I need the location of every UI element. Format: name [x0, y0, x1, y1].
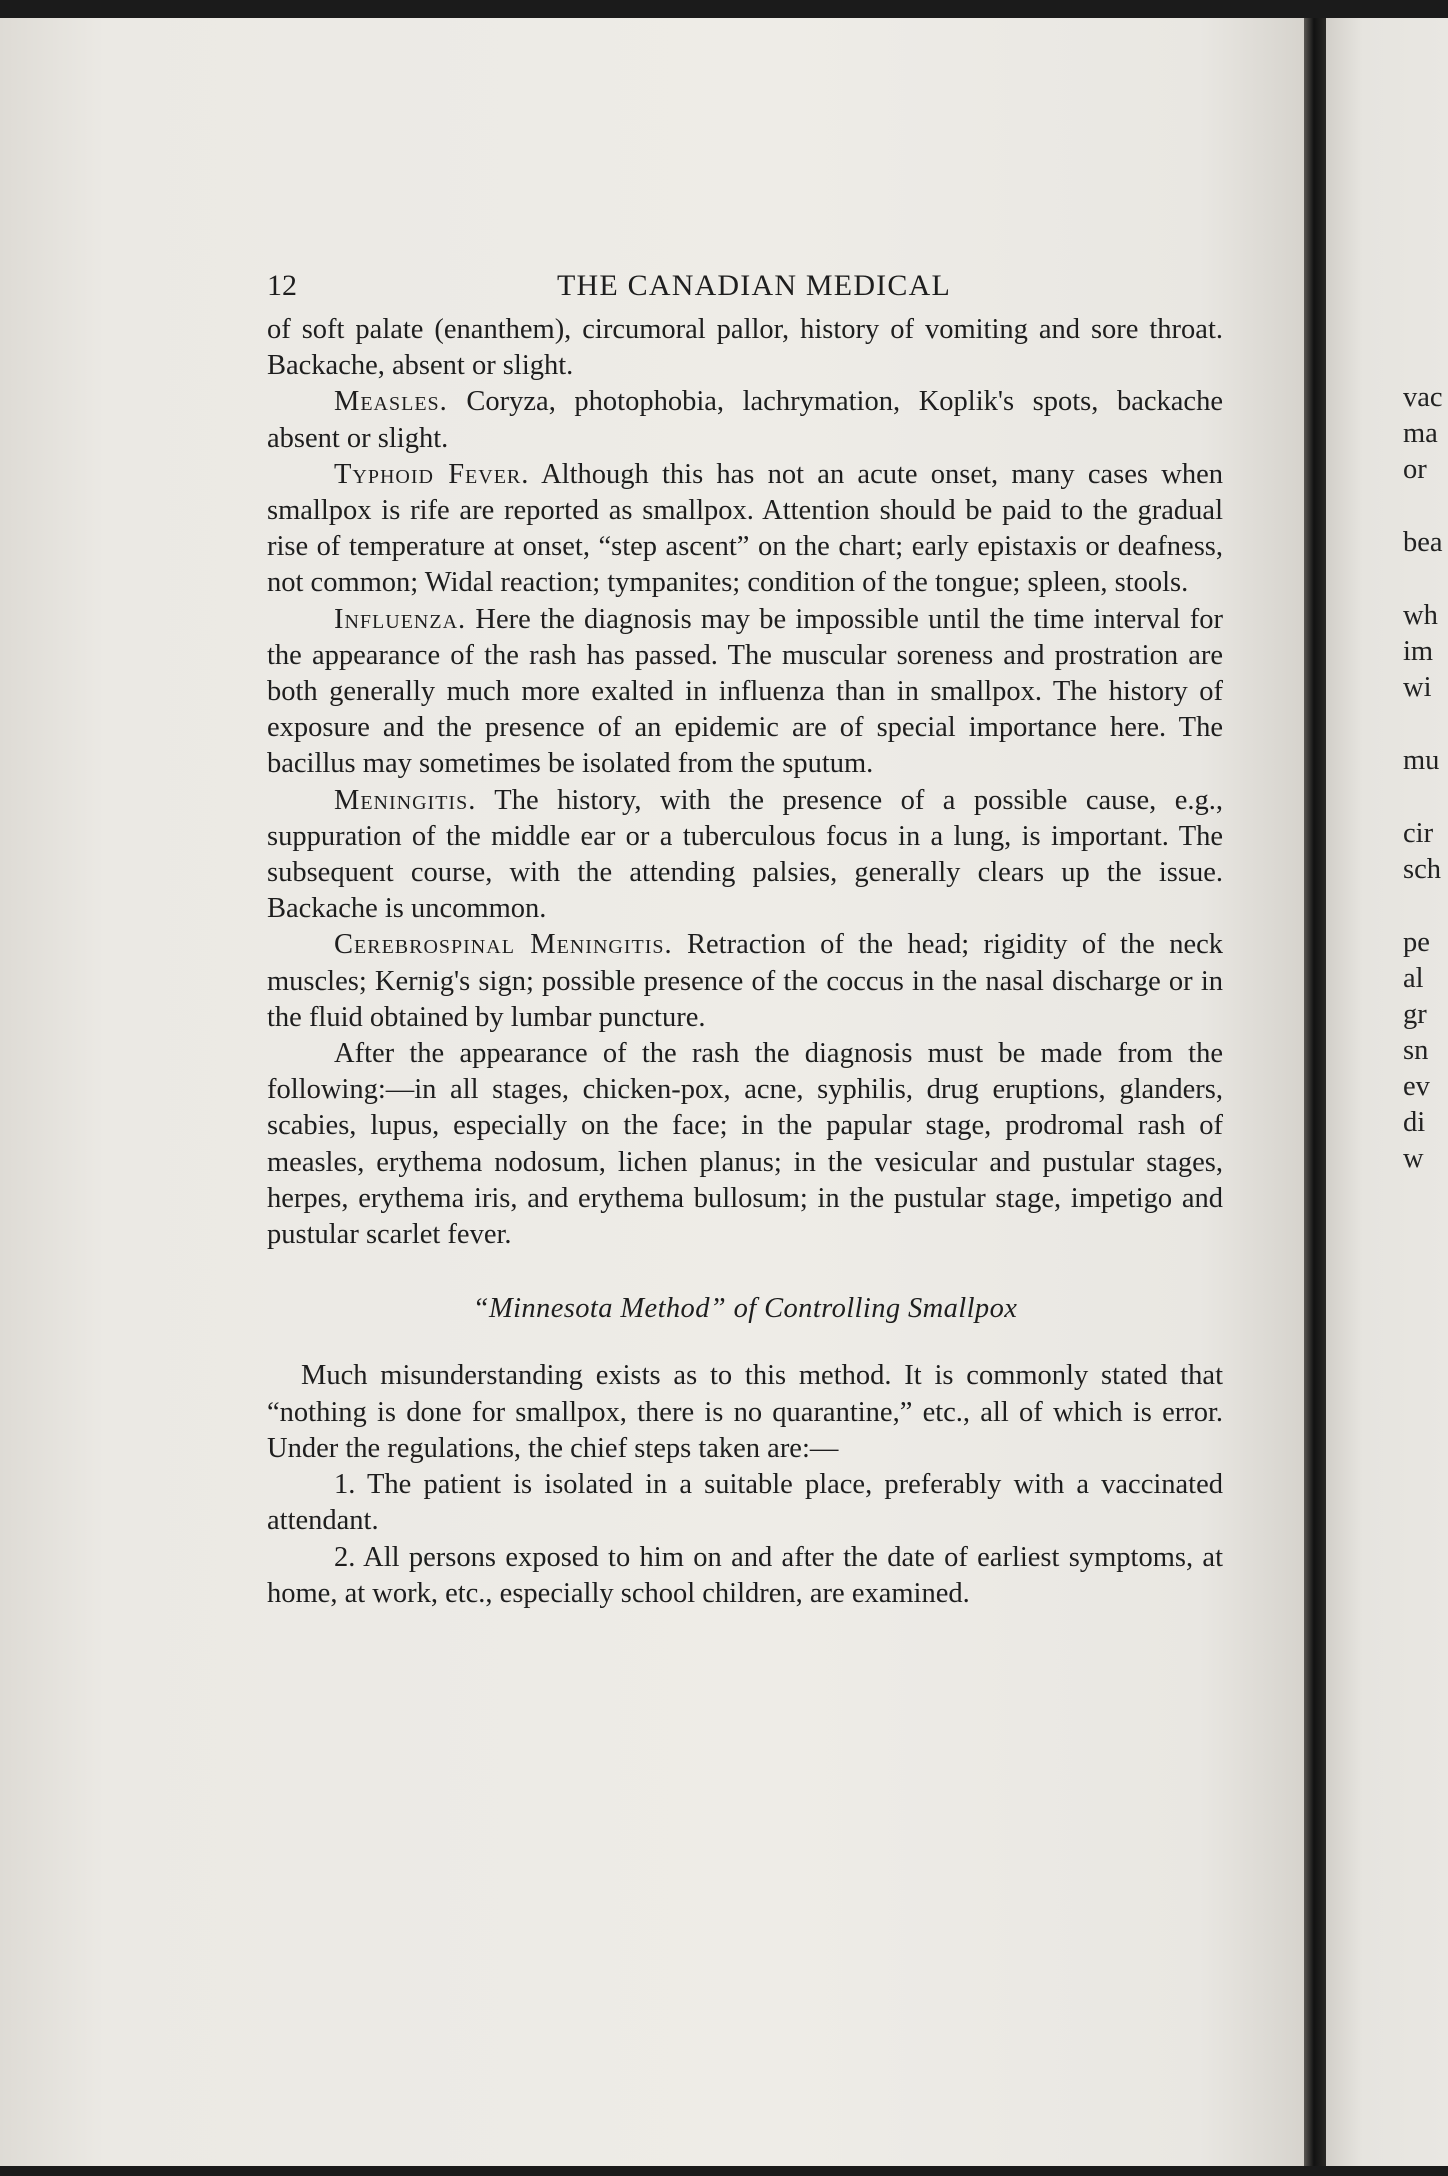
term-typhoid: Typhoid Fever. — [334, 458, 530, 490]
fragment: di — [1403, 1107, 1426, 1138]
list-item-1: 1. The patient is isolated in a suitable place, preferably with a vaccinated attendant. — [267, 1469, 1223, 1537]
fragment: ma — [1403, 418, 1438, 449]
fragment: bea — [1403, 527, 1443, 558]
fragment: or — [1403, 454, 1427, 485]
fragment: w — [1403, 1143, 1424, 1174]
running-head — [267, 268, 1223, 312]
book-gutter — [1304, 18, 1326, 2166]
term-cerebrospinal: Cerebrospinal Meningitis. — [334, 929, 673, 961]
term-meningitis: Meningitis. — [334, 784, 477, 816]
text-cerebrospinal: Retraction of the head; rigidity of the neck muscles; Kernig's sign; possible presence of the coccus in the nasal discharge or in the fluid obtained by lumbar puncture. — [267, 929, 1223, 1033]
fragment: pe — [1403, 927, 1430, 958]
paragraph-cerebrospinal — [267, 927, 1223, 1036]
list-item-2: 2. All persons exposed to him on and after the date of earliest symptoms, at home, at work, etc., especially school children, are examined. — [267, 1541, 1223, 1609]
fragment: sch — [1403, 854, 1441, 885]
fragment: al — [1403, 963, 1424, 994]
fragment: wi — [1403, 672, 1432, 703]
text-measles: Coryza, photophobia, lachrymation, Koplik's spots, backache absent or slight. — [267, 386, 1223, 454]
fragment: cir — [1403, 818, 1434, 849]
journal-title: THE CANADIAN MEDICAL — [557, 269, 951, 302]
paragraph-influenza — [267, 602, 1223, 783]
fragment: im — [1403, 636, 1434, 667]
text-meningitis: The history, with the presence of a possible cause, e.g., suppuration of the middle ear or a tuberculous focus in a lung, is important. The subsequent course, with the attending palsies, generally clears up the issue. Backache is uncommon. — [267, 784, 1223, 925]
fragment: sn — [1403, 1035, 1429, 1066]
paragraph-measles — [267, 384, 1223, 456]
paragraph-section-intro: Much misunderstanding exists as to this method. It is commonly stated that “nothing is done for smallpox, there is no quarantine,” etc., all of which is error. Under the regulations, the chief steps taken are:— — [267, 1360, 1223, 1464]
fragment: vac — [1403, 382, 1443, 413]
text-influenza: Here the diagnosis may be impossible until the time interval for the appearance of the rash has passed. The muscular soreness and prostration are both generally much more exalted in influenza than in smallpox. The history of exposure and the presence of an epidemic are of special importance here. The bacillus may sometimes be isolated from the sputum. — [267, 603, 1223, 780]
body-text — [267, 312, 1223, 1612]
term-measles: Measles. — [334, 386, 448, 418]
fragment: wh — [1403, 600, 1438, 631]
section-heading: “Minnesota Method” of Controlling Smallpox — [472, 1293, 1018, 1325]
fragment: ev — [1403, 1071, 1430, 1102]
paragraph-meningitis — [267, 783, 1223, 928]
term-influenza: Influenza. — [334, 603, 467, 635]
text-typhoid: Although this has not an acute onset, many cases when smallpox is rife are reported as smallpox. Attention should be paid to the gradual rise of temperature at onset, “step ascent” on the chart; early epistaxis or deafness, not common; Widal reaction; tympanites; condition of the tongue; spleen, stools. — [267, 458, 1223, 599]
page-number: 12 — [267, 269, 297, 302]
fragment: mu — [1403, 745, 1440, 776]
paragraph-continued: of soft palate (enanthem), circumoral pallor, history of vomiting and sore throat. Backache, absent or slight. — [267, 314, 1223, 382]
paragraph-typhoid — [267, 457, 1223, 602]
fragment: gr — [1403, 999, 1427, 1030]
paragraph-after-rash: After the appearance of the rash the diagnosis must be made from the following:—in all stages, chicken-pox, acne, syphilis, drug eruptions, glanders, scabies, lupus, especially on the face; in the papular stage, prodromal rash of measles, erythema nodosum, lichen planus; in the vesicular and pustular stages, herpes, erythema iris, and erythema bullosum; in the pustular stage, impetigo and pustular scarlet fever. — [267, 1038, 1223, 1251]
page-text-block — [267, 268, 1223, 1612]
